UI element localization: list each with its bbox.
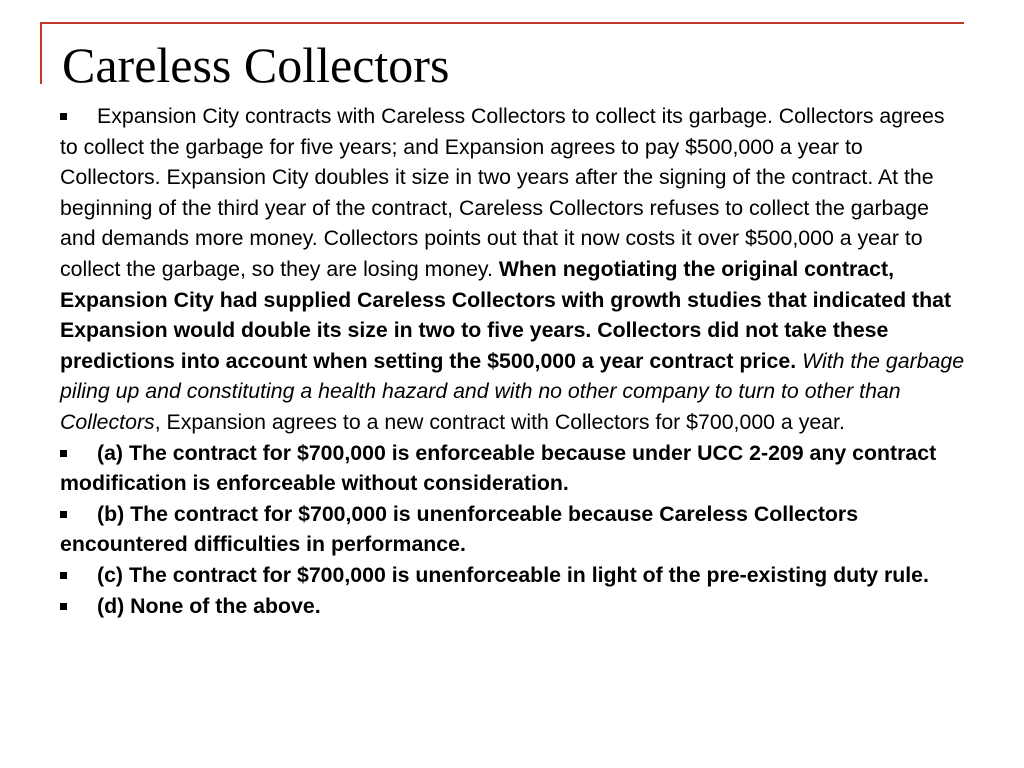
option-b-text: (b) The contract for $700,000 is unenforceable because Careless Collectors encountered difficulties in performance. [60, 501, 859, 557]
option-c-text: (c) The contract for $700,000 is unenforceable in light of the pre-existing duty rule. [97, 562, 929, 587]
bullet-square-icon [60, 113, 67, 120]
stem-italic-text: With the garbage piling up and constituting a health hazard and with no other company to turn to other than Collectors [60, 348, 965, 434]
option-a [60, 438, 966, 499]
option-b [60, 499, 966, 560]
slide-content [60, 101, 966, 621]
stem-end-text: , Expansion agrees to a new contract with Collectors for $700,000 a year. [154, 409, 845, 434]
stem-bold-text: When negotiating the original contract, Expansion City had supplied Careless Collectors with growth studies that indicated that Expansion would double its size in two to five years. Collectors did not take these predictions into account when setting the $500,000 a year contract price. [60, 256, 952, 373]
title-left-rule [40, 22, 42, 84]
bullet-square-icon [60, 450, 67, 457]
bullet-square-icon [60, 572, 67, 579]
question-stem [60, 101, 966, 438]
stem-intro-text: Expansion City contracts with Careless Collectors to collect its garbage. Collectors agrees to collect the garbage for five years; and Expansion agrees to pay $500,000 a year to Collectors. Expansion City doubles it size in two years after the signing of the contract. At the beginning of the third year of the contract, Careless Collectors refuses to collect the garbage and demands more money. Collectors points out that it now costs it over $500,000 a year to collect the garbage, so they are losing money. [60, 104, 945, 281]
option-c [60, 560, 966, 591]
bullet-square-icon [60, 511, 67, 518]
title-top-rule [40, 22, 964, 24]
option-a-text: (a) The contract for $700,000 is enforceable because under UCC 2-209 any contract modification is enforceable without consideration. [60, 440, 937, 496]
option-d [60, 591, 966, 622]
option-d-text: (d) None of the above. [97, 593, 321, 618]
bullet-square-icon [60, 603, 67, 610]
slide-title: Careless Collectors [62, 37, 450, 93]
